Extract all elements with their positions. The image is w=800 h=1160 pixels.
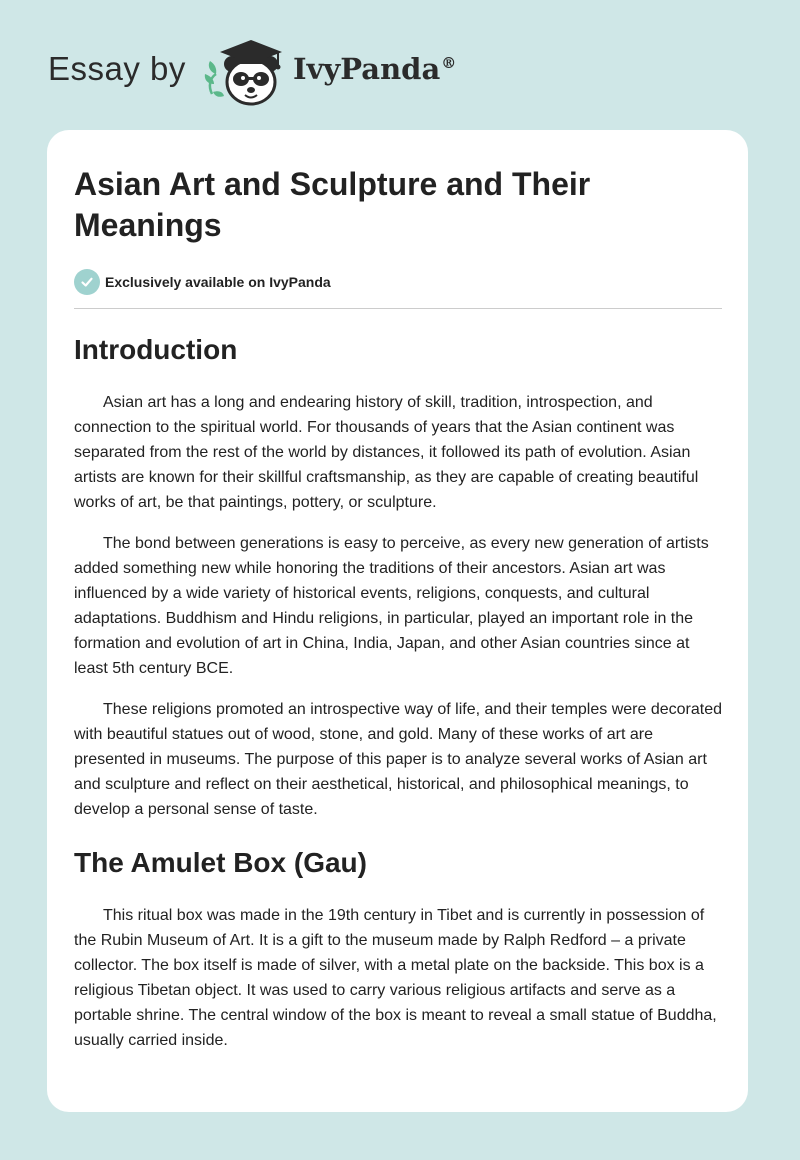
intro-paragraph-1: Asian art has a long and endearing history of skill, tradition, introspection, and connection to the spiritual world. For thousands of years that the Asian continent was separated from the rest of the world by distances, it followed its path of evolution. Asian artists are known for their skillful craftsmanship, as they are capable of creating beautiful works of art, be that paintings, pottery, or sculpture. — [74, 394, 699, 511]
brand-name: IvyPanda® — [293, 52, 457, 86]
brand-header — [48, 34, 508, 114]
panda-logo-icon — [198, 34, 294, 110]
essay-content — [74, 130, 722, 1053]
divider — [74, 308, 722, 309]
amulet-paragraph-1: This ritual box was made in the 19th century in Tibet and is currently in possession of the Rubin Museum of Art. It is a gift to the museum made by Ralph Redford – a private collector. The box itself is made of silver, with a metal plate on the backside. This box is a religious Tibetan object. It was used to carry various religious artifacts and serve as a portable shrine. The central window of the box is meant to reveal a small statue of Buddha, usually carried inside. — [74, 907, 717, 1049]
badge-text: Exclusively available on IvyPanda — [105, 274, 331, 290]
essay-card — [47, 130, 748, 1112]
intro-paragraph-2: The bond between generations is easy to perceive, as every new generation of artists added something new while honoring the traditions of their ancestors. Asian art was influenced by a wide variety of historical events, religions, conquests, and cultural adaptations. Buddhism and Hindu religions, in particular, played an important role in the formation and evolution of art in China, India, Japan, and other Asian countries since at least 5th century BCE. — [74, 535, 709, 677]
exclusive-badge — [74, 268, 722, 296]
checkmark-icon — [74, 269, 100, 295]
brand-prefix: Essay by — [48, 50, 186, 87]
section-heading-amulet-box: The Amulet Box (Gau) — [74, 847, 367, 878]
essay-title: Asian Art and Sculpture and Their Meanings — [74, 166, 591, 243]
section-heading-introduction: Introduction — [74, 334, 238, 365]
intro-paragraph-3: These religions promoted an introspective way of life, and their temples were decorated with beautiful statues out of wood, stone, and gold. Many of these works of art are presented in museums. The purpose of this paper is to analyze several works of Asian art and sculpture and reflect on their aesthetical, historical, and philosophical meanings, to develop a personal sense of taste. — [74, 701, 722, 818]
